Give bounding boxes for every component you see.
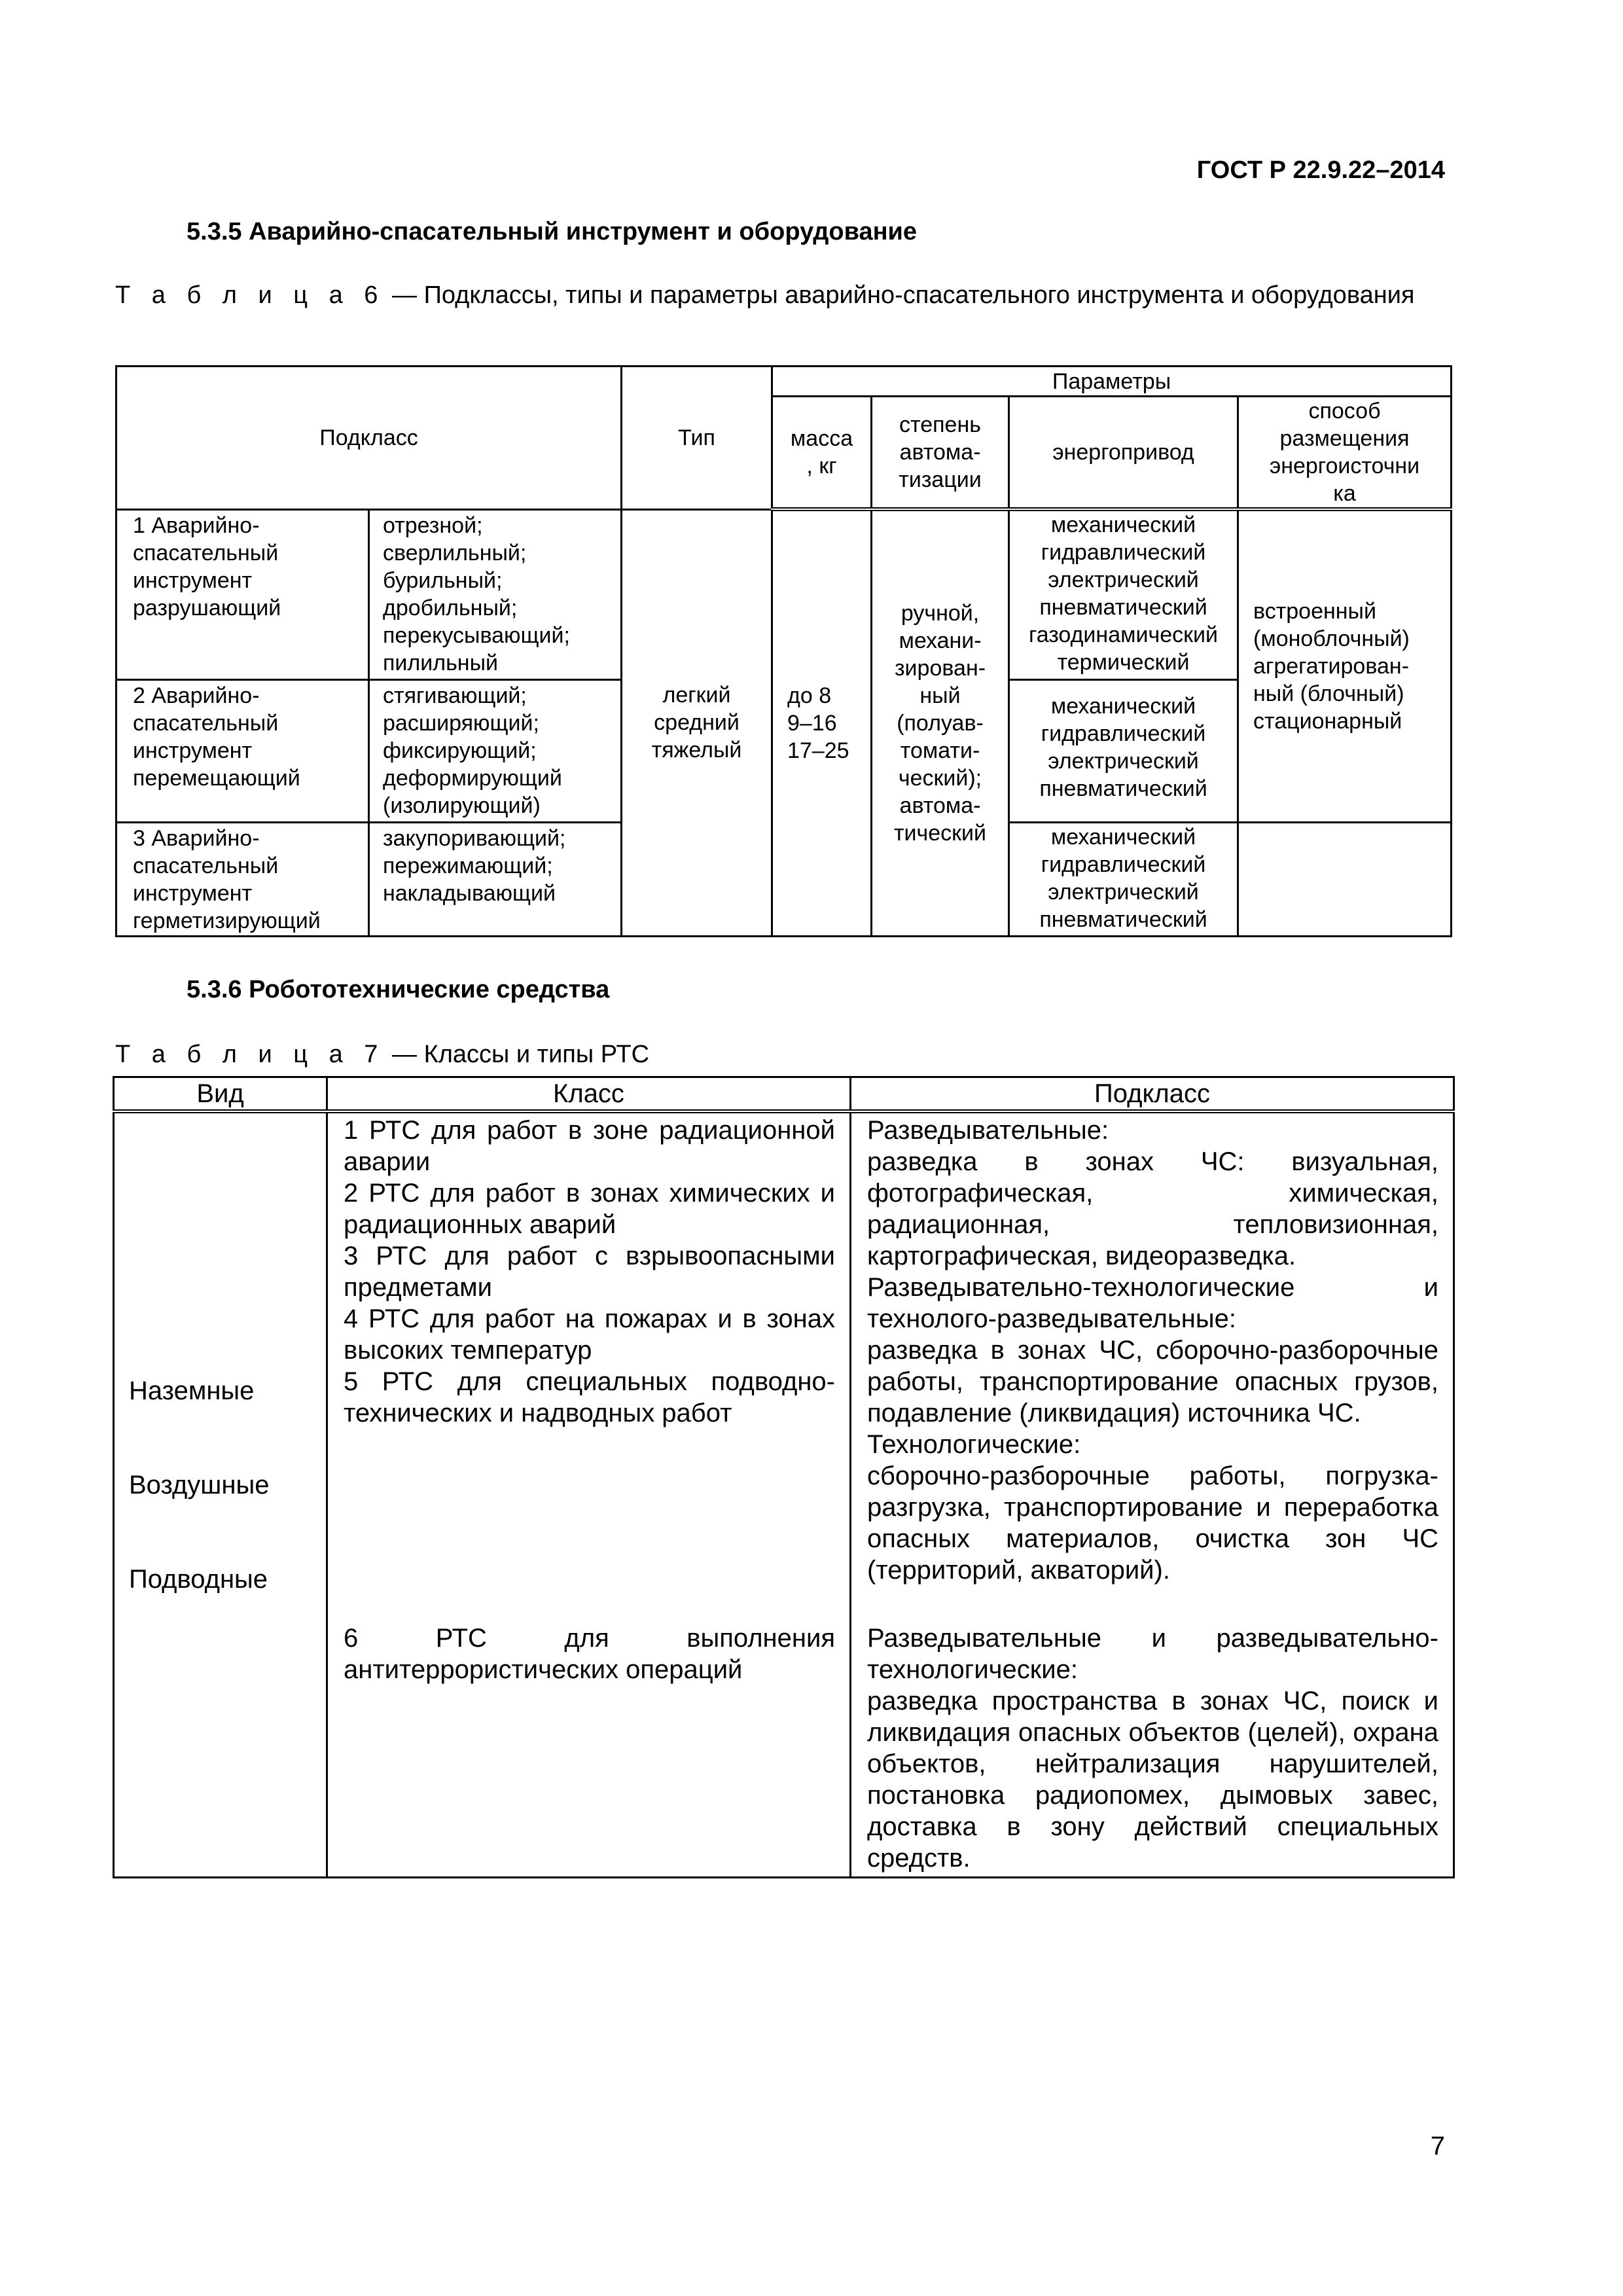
table6-kinds-3: закупоривающий; пережимающий; накладывающий [369,822,622,936]
table7-header-subclass: Подкласс [851,1077,1454,1112]
table7-subclass-group2: Разведывательные и разведывательно-технологические: разведка пространства в зонах ЧС, поиск и ликвидация опасных объектов (целей), охрана объектов, нейтрализация нарушителей, постановка радиопомех, дымовых завес, доставка в зону действий специальных средств. [867,1624,1438,1873]
table7-subclass-group1: Разведывательные: разведка в зонах ЧС: визуальная, фотографическая, химическая, радиационная, тепловизионная, картографическая, видеоразведка. Разведывательно-технологические и технолого-разведывательные: разведка в зонах ЧС, сборочно-разборочные работы, транспортирование опасных грузов, подавление (ликвидация) источника ЧС. Технологические: сборочно-разборочные работы, погрузка-разгрузка, транспортирование и переработка опасных материалов, очистка зон ЧС (территорий, акваторий). [867,1116,1438,1585]
document-code: ГОСТ Р 22.9.22–2014 [1196,156,1445,184]
table6-energy-source: встроенный (моноблочный) агрегатирован- ный (блочный) стационарный [1238,509,1452,822]
table6-caption [115,279,1450,312]
table7-caption-label: Т а б л и ц а 7 [115,1041,385,1068]
table7-kind-ground: Наземные [129,1376,255,1405]
section-heading-5-3-5: 5.3.5 Аварийно-спасательный инструмент и оборудование [187,218,918,245]
table7-subclass [851,1111,1454,1877]
section-heading-5-3-6: 5.3.6 Робототехнические средства [187,976,610,1003]
table7-header-kind: Вид [114,1077,327,1112]
table7-kind-underwater: Подводные [129,1565,268,1594]
table6-subclass-3: 3 Аварийно- спасательный инструмент герметизирующий [116,822,369,936]
table6-header-type: Тип [622,367,772,510]
table6-mass: до 8 9–16 17–25 [772,509,872,936]
table7-caption [115,1038,1450,1071]
table6-kinds-1: отрезной; сверлильный; бурильный; дробильный; перекусывающий; пилильный [369,509,622,679]
table6-header-energy-drive: энергопривод [1009,397,1238,510]
table6-header-mass: масса , кг [772,397,872,510]
table7-class-group2: 6 РТС для выполнения антитеррористических операций [344,1624,835,1684]
table7-caption-text: — Классы и типы РТС [385,1041,650,1068]
table7-kinds [114,1111,327,1877]
table6-header-energy-source: способ размещения энергоисточни ка [1238,397,1452,510]
table6-energy-3: механический гидравлический электрический пневматический [1009,822,1238,936]
table6 [115,365,1452,937]
table7-kind-air: Воздушные [129,1471,270,1499]
table6-energy-1: механический гидравлический электрический пневматический газодинамический термический [1009,509,1238,679]
table6-header-automation: степень автома- тизации [872,397,1009,510]
table6-subclass-2: 2 Аварийно- спасательный инструмент перемещающий [116,679,369,822]
table7-class [327,1111,851,1877]
table6-subclass-1: 1 Аварийно- спасательный инструмент разрушающий [116,509,369,679]
table6-header-params: Параметры [772,367,1452,397]
table6-automation: ручной, механи- зирован- ный (полуав- томати- ческий); автома- тический [872,509,1009,936]
table-row [116,509,1452,679]
table6-energy-source-3 [1238,822,1452,936]
table7-class-group1: 1 РТС для работ в зоне радиационной аварии 2 РТС для работ в зонах химических и радиационных аварий 3 РТС для работ с взрывоопасными предметами 4 РТС для работ на пожарах и в зонах высоких температур 5 РТС для специальных подводно-технических и надводных работ [344,1116,835,1427]
table-row [114,1111,1454,1877]
table6-caption-label: Т а б л и ц а 6 [115,281,385,309]
page-number: 7 [1430,2132,1445,2161]
table6-energy-2: механический гидравлический электрический пневматический [1009,679,1238,822]
table6-type: легкий средний тяжелый [622,509,772,936]
table7 [113,1076,1455,1878]
table7-header-class: Класс [327,1077,851,1112]
table6-caption-text: — Подклассы, типы и параметры аварийно-спасательного инструмента и оборудования [385,281,1415,309]
table6-header-subclass: Подкласс [116,367,622,510]
table6-kinds-2: стягивающий; расширяющий; фиксирующий; деформирующий (изолирующий) [369,679,622,822]
